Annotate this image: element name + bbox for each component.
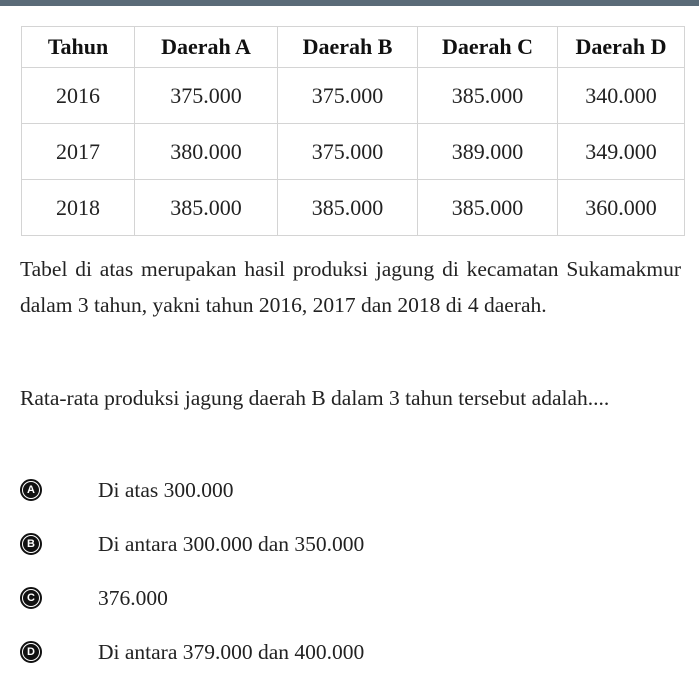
table-description: Tabel di atas merupakan hasil produksi jagung di kecamatan Sukamakmur dalam 3 tahun, yakni tahun 2016, 2017 dan 2018 di 4 daerah. <box>20 257 681 317</box>
table-row <box>22 180 685 236</box>
table-cell: 340.000 <box>558 68 685 124</box>
table-cell: 349.000 <box>558 124 685 180</box>
header-daerah-b: Daerah B <box>278 27 418 68</box>
option-c-badge-icon: C <box>20 587 42 609</box>
table-cell: 389.000 <box>418 124 558 180</box>
header-daerah-a: Daerah A <box>135 27 278 68</box>
option-c-text: 376.000 <box>98 585 168 610</box>
header-daerah-c: Daerah C <box>418 27 558 68</box>
header-tahun: Tahun <box>22 27 135 68</box>
option-b-badge-icon: B <box>20 533 42 555</box>
option-a-text: Di atas 300.000 <box>98 477 234 502</box>
table-cell: 2017 <box>22 124 135 180</box>
table-cell: 380.000 <box>135 124 278 180</box>
table-cell: 375.000 <box>135 68 278 124</box>
table-cell: 2018 <box>22 180 135 236</box>
option-b[interactable] <box>20 528 365 560</box>
table-cell: 385.000 <box>418 68 558 124</box>
option-d-text: Di antara 379.000 dan 400.000 <box>98 639 365 664</box>
table-cell: 375.000 <box>278 124 418 180</box>
option-a[interactable] <box>20 474 234 506</box>
option-c[interactable] <box>20 582 168 614</box>
table-row <box>22 124 685 180</box>
option-d-badge-icon: D <box>20 641 42 663</box>
question-text: Rata-rata produksi jagung daerah B dalam 3 tahun tersebut adalah.... <box>20 386 610 410</box>
table-cell: 385.000 <box>278 180 418 236</box>
option-a-badge-icon: A <box>20 479 42 501</box>
table-cell: 2016 <box>22 68 135 124</box>
top-bar <box>0 0 699 6</box>
table-cell: 385.000 <box>135 180 278 236</box>
table-row <box>22 68 685 124</box>
table-cell: 360.000 <box>558 180 685 236</box>
header-daerah-d: Daerah D <box>558 27 685 68</box>
table-header-row <box>22 27 685 68</box>
table-cell: 375.000 <box>278 68 418 124</box>
option-b-text: Di antara 300.000 dan 350.000 <box>98 531 365 556</box>
option-d[interactable] <box>20 636 365 668</box>
table-cell: 385.000 <box>418 180 558 236</box>
production-table <box>21 26 685 236</box>
